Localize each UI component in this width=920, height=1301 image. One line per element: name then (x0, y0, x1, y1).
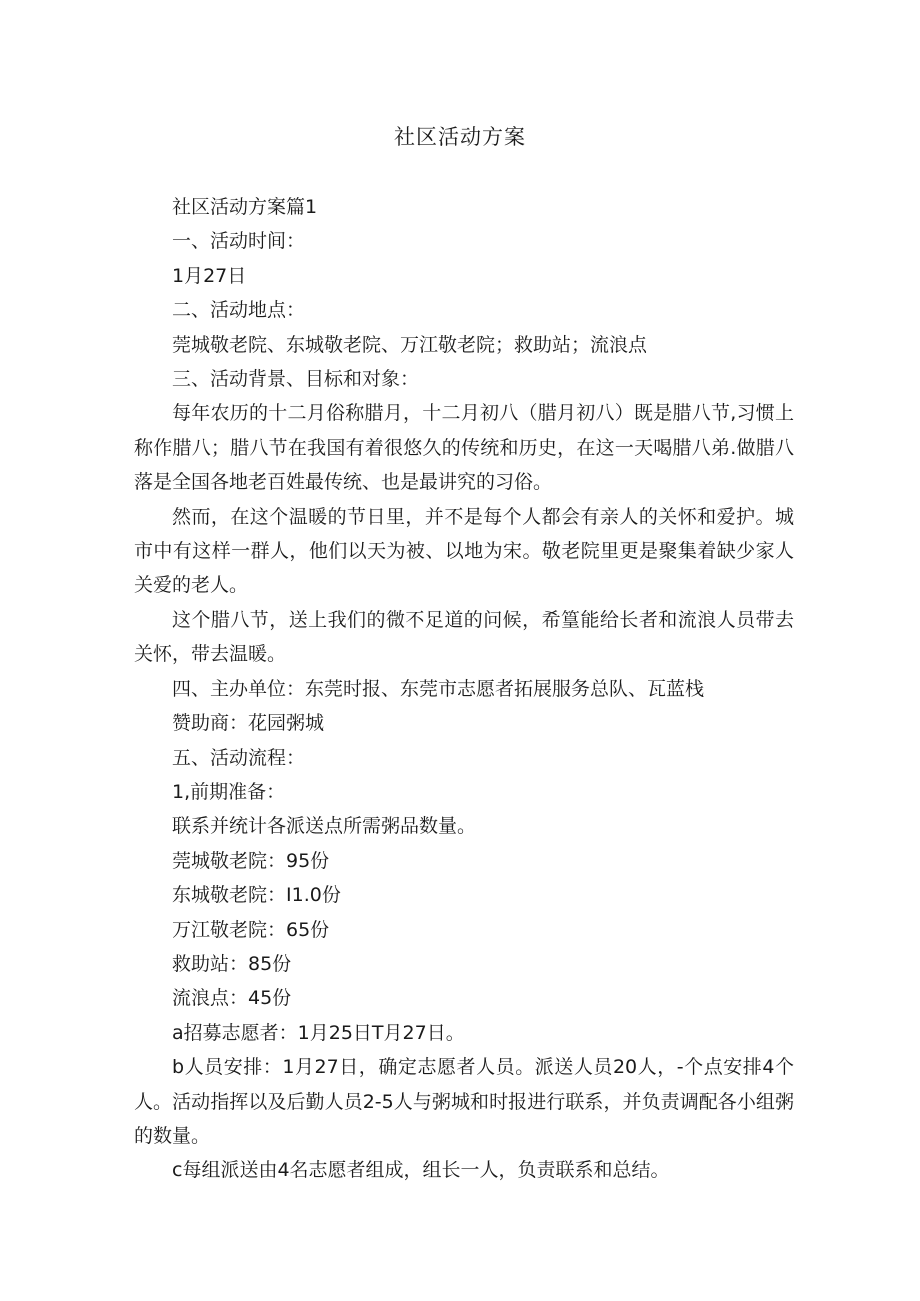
paragraph: 1月27日 (172, 264, 247, 287)
paragraph: 一、活动时间： (172, 230, 306, 253)
paragraph: 每年农历的十二月俗称腊月，十二月初八（腊月初八）既是腊八节,习惯上称作腊八；腊八节在我国有着很悠久的传统和历史，在这一天喝腊八弟.做腊八落是全国各地老百姓最传统、也是最讲究的习俗。 (134, 402, 794, 494)
paragraph: 救助站：85份 (172, 952, 292, 975)
paragraph: 五、活动流程： (172, 746, 306, 769)
document-body (134, 190, 794, 1188)
paragraph: 这个腊八节，送上我们的微不足道的问候，希篁能给长者和流浪人员带去关怀，带去温暖。 (134, 608, 794, 666)
paragraph: 社区活动方案篇1 (172, 196, 318, 218)
paragraph: a招募志愿者：1月25日T月27日。 (172, 1021, 465, 1044)
paragraph: 流浪点：45份 (172, 987, 292, 1010)
paragraph: 二、活动地点： (172, 299, 306, 322)
document-title: 社区活动方案 (394, 125, 526, 149)
paragraph: c每组派送由4名志愿者组成，组长一人，负责联系和总结。 (172, 1159, 670, 1182)
paragraph: 然而，在这个温暖的节日里，并不是每个人都会有亲人的关怀和爱护。城市中有这样一群人，他们以天为被、以地为宋。敬老院里更是聚集着缺少家人关爱的老人。 (134, 505, 794, 597)
paragraph: 联系并统计各派送点所需粥品数量。 (172, 815, 477, 838)
paragraph: 莞城敬老院：95份 (172, 849, 330, 872)
paragraph: 三、活动背景、目标和对象： (172, 368, 420, 391)
paragraph: 万江敬老院：65份 (172, 918, 330, 941)
paragraph: 东城敬老院：I1.0份 (172, 884, 341, 907)
paragraph: b人员安排：1月27日，确定志愿者人员。派送人员20人，-个点安排4个人。活动指挥以及后勤人员2-5人与粥城和时报进行联系，并负责调配各小组粥的数量。 (134, 1056, 794, 1147)
paragraph: 莞城敬老院、东城敬老院、万江敬老院；救助站；流浪点 (172, 333, 648, 356)
paragraph: 1,前期准备： (172, 780, 286, 803)
paragraph: 赞助商：花园粥城 (172, 712, 325, 735)
paragraph: 四、主办单位：东莞时报、东莞市志愿者拓展服务总队、瓦蓝栈 (172, 677, 705, 700)
